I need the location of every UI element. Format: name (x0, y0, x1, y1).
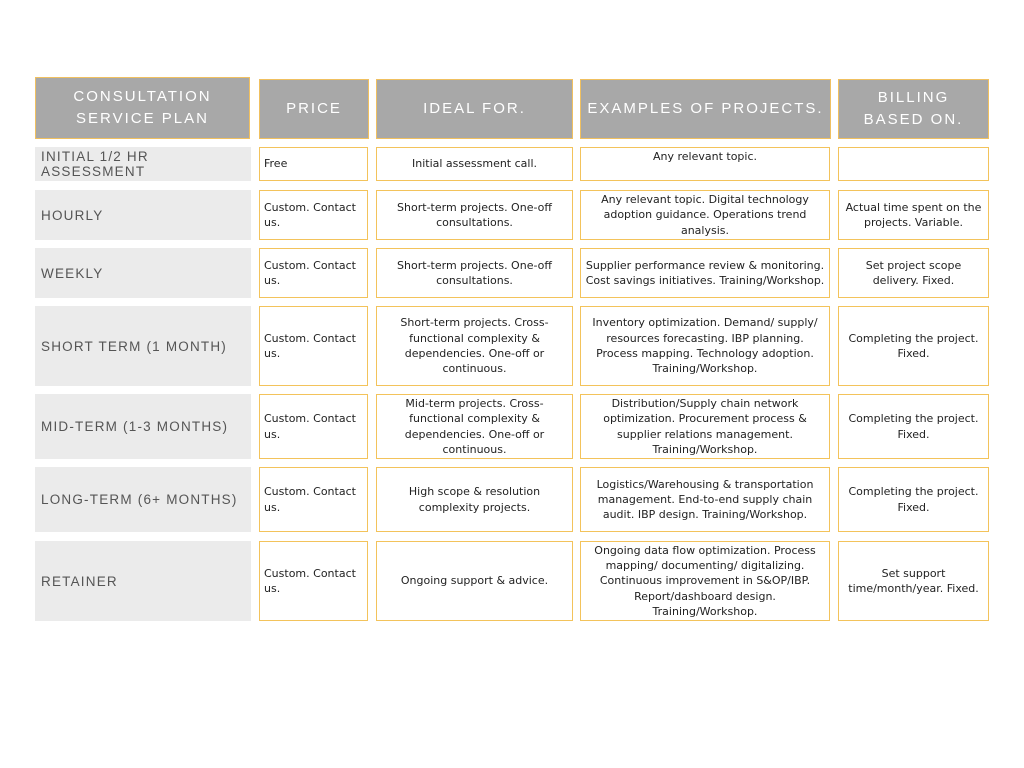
billing-text: Completing the project. Fixed. (848, 331, 979, 360)
plan-label: HOURLY (41, 207, 104, 223)
billing-text: Actual time spent on the projects. Variable. (845, 200, 982, 229)
header-billing (838, 79, 989, 139)
header-billing-label: BILLING BASED ON. (863, 89, 964, 128)
ideal-for-text: Short-term projects. Cross-functional complexity & dependencies. One-off or continuous. (400, 316, 549, 376)
plan-label: MID-TERM (1-3 MONTHS) (41, 419, 229, 434)
examples-cell (580, 394, 830, 459)
examples-text: Supplier performance review & monitoring. Cost savings initiatives. Training/Workshop. (585, 258, 825, 287)
billing-cell (838, 541, 989, 621)
header-price-label: PRICE (286, 100, 342, 117)
ideal-for-cell (376, 248, 573, 298)
price-cell (259, 248, 368, 298)
billing-text: Set support time/month/year. Fixed. (848, 566, 979, 595)
billing-cell (838, 190, 989, 240)
plan-short-term (35, 306, 251, 386)
price-text: Custom. Contact us. (264, 200, 356, 229)
examples-cell (580, 147, 830, 181)
header-ideal-for-label: IDEAL FOR. (423, 100, 526, 117)
ideal-for-text: Mid-term projects. Cross-functional complexity & dependencies. One-off or continuous. (404, 396, 545, 456)
billing-cell (838, 394, 989, 459)
price-cell (259, 541, 368, 621)
plan-long-term (35, 467, 251, 532)
price-text: Free (264, 157, 288, 171)
billing-cell (838, 306, 989, 386)
ideal-for-cell (376, 467, 573, 532)
ideal-for-cell (376, 541, 573, 621)
examples-cell (580, 467, 830, 532)
ideal-for-cell (376, 190, 573, 240)
examples-text: Any relevant topic. (652, 150, 758, 163)
price-cell (259, 147, 368, 181)
billing-text: Completing the project. Fixed. (848, 485, 979, 514)
header-plan (35, 77, 250, 139)
ideal-for-text: Initial assessment call. (411, 157, 538, 171)
billing-cell (838, 467, 989, 532)
header-examples (580, 79, 831, 139)
header-ideal-for (376, 79, 573, 139)
ideal-for-text: Short-term projects. One-off consultations. (397, 258, 552, 287)
examples-text: Ongoing data flow optimization. Process mapping/ documenting/ digitalizing. Continuous improvement in S&OP/IBP. Report/dashboard design. Training/Workshop. (594, 543, 816, 618)
plan-label: RETAINER (41, 573, 118, 589)
examples-text: Inventory optimization. Demand/ supply/ resources forecasting. IBP planning. Process mapping. Technology adoption. Training/Workshop. (592, 316, 818, 376)
plan-weekly (35, 248, 251, 298)
price-cell (259, 306, 368, 386)
plan-label: SHORT TERM (1 MONTH) (41, 338, 228, 354)
price-text: Custom. Contact us. (264, 331, 356, 360)
price-text: Custom. Contact us. (264, 485, 356, 514)
examples-text: Any relevant topic. Digital technology adoption guidance. Operations trend analysis. (601, 193, 809, 237)
examples-cell (580, 306, 830, 386)
examples-cell (580, 541, 830, 621)
billing-text: Set project scope delivery. Fixed. (865, 258, 962, 287)
plan-label: LONG-TERM (6+ MONTHS) (41, 492, 238, 507)
ideal-for-text: Ongoing support & advice. (400, 574, 549, 588)
plan-mid-term (35, 394, 251, 459)
ideal-for-cell (376, 147, 573, 181)
price-cell (259, 467, 368, 532)
price-cell (259, 190, 368, 240)
examples-text: Distribution/Supply chain network optimization. Procurement process & supplier relations management. Training/Workshop. (603, 396, 807, 456)
examples-cell (580, 190, 830, 240)
billing-cell (838, 248, 989, 298)
plan-retainer (35, 541, 251, 621)
examples-text: Logistics/Warehousing & transportation management. End-to-end supply chain audit. IBP design. Training/Workshop. (596, 477, 814, 522)
plan-initial-assessment (35, 147, 251, 181)
plan-label: WEEKLY (41, 265, 104, 281)
ideal-for-text: Short-term projects. One-off consultations. (397, 200, 552, 229)
billing-text: Completing the project. Fixed. (848, 412, 979, 441)
price-text: Custom. Contact us. (264, 412, 356, 441)
ideal-for-cell (376, 394, 573, 459)
billing-cell (838, 147, 989, 181)
plan-label: INITIAL 1/2 HR ASSESSMENT (41, 149, 149, 179)
examples-cell (580, 248, 830, 298)
header-examples-label: EXAMPLES OF PROJECTS. (587, 100, 824, 117)
price-text: Custom. Contact us. (264, 566, 356, 595)
price-text: Custom. Contact us. (264, 258, 356, 287)
header-price (259, 79, 369, 139)
price-cell (259, 394, 368, 459)
plan-hourly (35, 190, 251, 240)
ideal-for-cell (376, 306, 573, 386)
ideal-for-text: High scope & resolution complexity projects. (408, 485, 541, 514)
header-plan-label: CONSULTATION SERVICE PLAN (73, 88, 212, 127)
